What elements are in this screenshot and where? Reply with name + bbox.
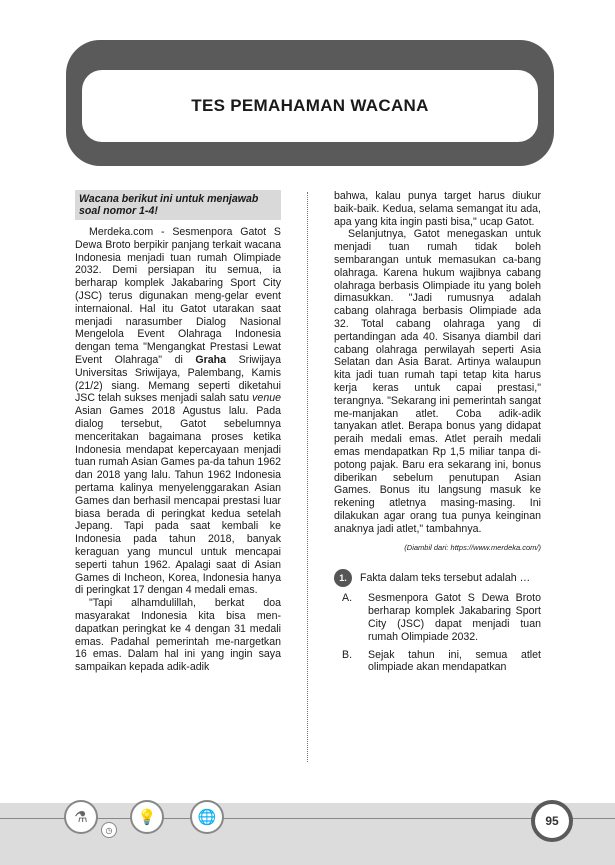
article-paragraph-4: Selanjutnya, Gatot menegaskan untuk menjadi tuan rumah tidak boleh sembarangan untuk memasukan ca-bang olahraga. Karena hukum wajibnya cabang olahraga berbasis Olimpiade itu yang boleh dimasukkan. "Jadi rumusnya adalah cabang olahraga berbasis Olimpiade ada 32. Total cabang olahraga yang di pertandingan ada 40. Sisanya diambil dari cabang olahraga perwilayah seperti Asia Selatan dan Asia Barat. Artinya walaupun kita jadi tuan rumah tapi tetap kita harus kerja keras untuk capai prestasi," terangnya. "Sekarang ini pemerintah sangat me-manjakan atlet. Coba adik-adik tanyakan atlet. Berapa bonus yang didapat peraih medali emas. Atlet peraih medali emas mendapatkan Rp 1,5 miliar tanpa di-potong pajak. Baru era sekarang ini, bonus diberikan sebelum penutupan Asian Games. Bonus itu langsung masuk ke rekening atletnya masing-masing. Ini dilakukan agar orang tua punya keinginan anaknya jadi atlet," tambahnya. [334,228,541,535]
article-paragraph-2: "Tapi alhamdulillah, berkat doa masyarakat Indonesia kita bisa men-dapatkan peringkat ke 4 dengan 31 medali emas. Padahal pemerintah me-nargetkan 16 emas. Dalam hal ini yang ingin saya sampaikan kepada adik-adik [75,597,281,674]
article-paragraph-3: bahwa, kalau punya target harus diukur baik-baik. Kedua, selama semangat itu ada, apa yang kita ingin pasti bisa," ucap Gatot. [334,190,541,228]
clock-icon: ◷ [101,822,117,838]
answer-option-a[interactable] [334,592,541,643]
right-column [334,190,541,674]
question-1 [334,572,541,587]
source-citation: (Diambil dari: https://www.merdeka.com/) [404,542,541,552]
title-box [82,70,538,142]
lightbulb-icon: 💡 [130,800,164,834]
option-text: Sesmenpora Gatot S Dewa Broto berharap komplek Jakabaring Sport City (JSC) dapat menjadi tuan rumah Olimpiade 2032. [368,592,541,643]
column-divider [307,192,308,762]
option-letter: B. [342,648,353,661]
question-number-badge: 1. [334,569,352,587]
flask-icon: ⚗ [64,800,98,834]
page-number: 95 [531,800,573,842]
article-paragraph-1: Merdeka.com - Sesmenpora Gatot S Dewa Broto berpikir panjang terkait wacana Indonesia menjadi tuan rumah Olimpiade 2032. Demi persiapan itu semua, ia berharap komplek Jakabaring Sport City (JSC) terus digunakan meng-gelar event internaional. Hal itu Gatot utarakan saat menjadi narasumber Dialog Nasional Mengelola Event Olahraga Indonesia dengan tema "Mengangkat Prestasi Lewat Event Olahraga" di Graha Sriwijaya Universitas Sriwijaya, Palembang, Kamis (21/2) siang. Memang seperti diketahui JSC telah sukses menjadi salah satu venue Asian Games 2018 Agustus lalu. Pada dialog tersebut, Gatot sebelumnya menceritakan bagaimana proses ketika Indonesia mendapat kepercayaan menjadi tuan rumah Asian Games pa-da tahun 1962 dan 2018 yang lalu. Tahun 1962 Indonesia pertama kalinya menyelenggarakan Asian Games dan berhasil mencapai prestasi luar biasa berada di peringkat kedua setelah Jepang. Tapi pada saat kembali ke Indonesia pada tahun 2018, banyak keraguan yang muncul untuk mencapai seperti tahun 1962. Apalagi saat di Asian Games di Incheon, Korea, Indonesia hanya di peringkat 17 dengan 4 medali emas. [75,226,281,597]
globe-icon: 🌐 [190,800,224,834]
left-column [75,190,281,674]
page-title: TES PEMAHAMAN WACANA [191,96,429,115]
question-text: Fakta dalam teks tersebut adalah … [360,572,531,585]
reading-instruction: Wacana berikut ini untuk menjawab soal nomor 1-4! [75,190,281,220]
option-text: Sejak tahun ini, semua atlet olimpiade akan mendapatkan [368,648,541,674]
answer-option-b[interactable] [334,649,541,675]
option-letter: A. [342,592,353,605]
